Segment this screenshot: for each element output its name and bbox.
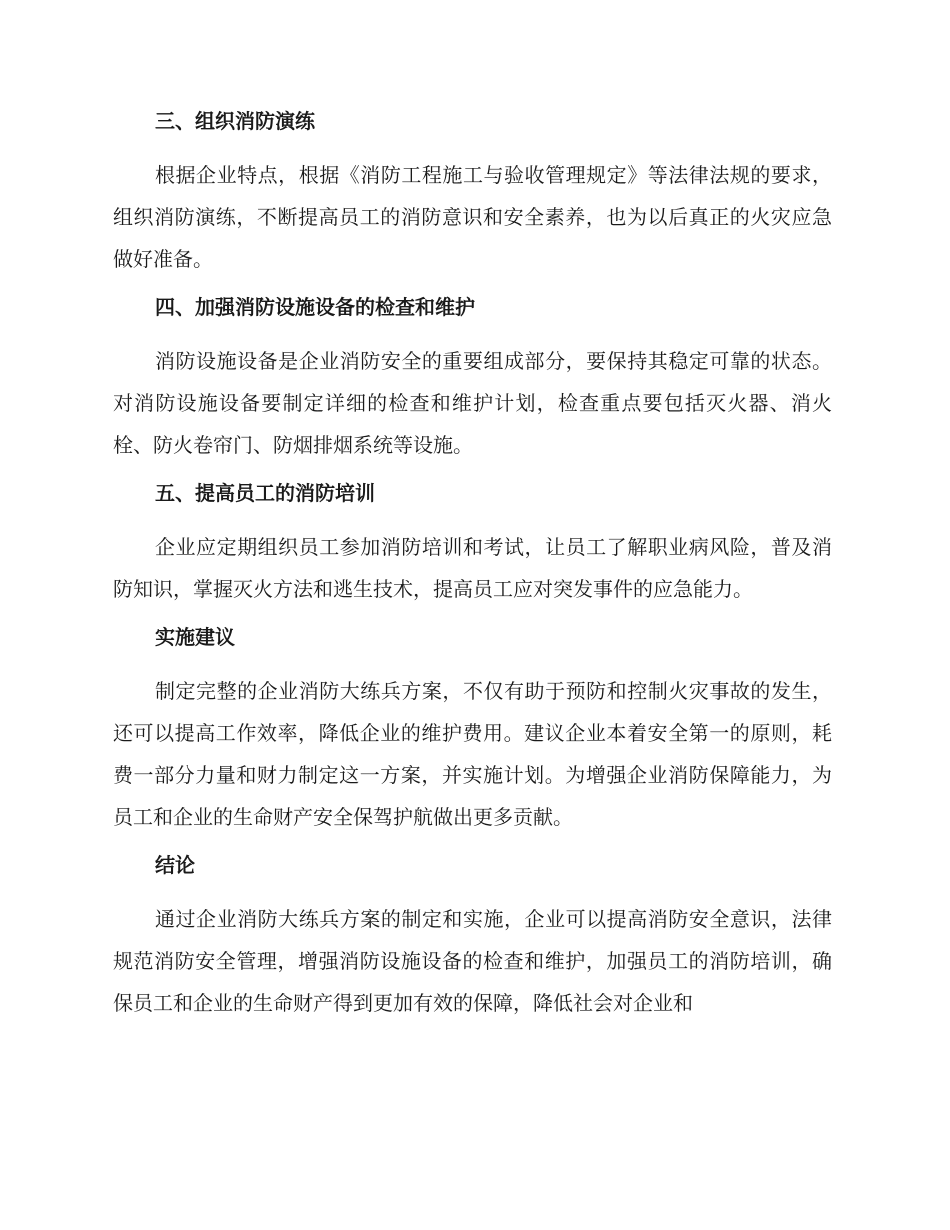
section-heading-equipment: 四、加强消防设施设备的检查和维护 xyxy=(155,295,475,319)
section-heading-drill: 三、组织消防演练 xyxy=(155,109,315,133)
section-heading-suggestions: 实施建议 xyxy=(155,625,235,649)
section-body-conclusion: 通过企业消防大练兵方案的制定和实施，企业可以提高消防安全意识，法律规范消防安全管理，增强消防设施设备的检查和维护，加强员工的消防培训，确保员工和企业的生命财产得到更加有效的保障，降低社会对企业和 xyxy=(113,907,832,1015)
section-heading-training: 五、提高员工的消防培训 xyxy=(155,481,375,505)
section-body-training: 企业应定期组织员工参加消防培训和考试，让员工了解职业病风险，普及消防知识，掌握灭火方法和逃生技术，提高员工应对突发事件的应急能力。 xyxy=(113,535,832,601)
section-body-drill: 根据企业特点，根据《消防工程施工与验收管理规定》等法律法规的要求，组织消防演练，不断提高员工的消防意识和安全素养，也为以后真正的火灾应急做好准备。 xyxy=(113,163,832,271)
section-body-suggestions: 制定完整的企业消防大练兵方案，不仅有助于预防和控制火灾事故的发生，还可以提高工作效率，降低企业的维护费用。建议企业本着安全第一的原则，耗费一部分力量和财力制定这一方案，并实施计划。为增强企业消防保障能力，为员工和企业的生命财产安全保驾护航做出更多贡献。 xyxy=(113,679,832,829)
section-body-equipment: 消防设施设备是企业消防安全的重要组成部分，要保持其稳定可靠的状态。对消防设施设备要制定详细的检查和维护计划，检查重点要包括灭火器、消火栓、防火卷帘门、防烟排烟系统等设施。 xyxy=(113,349,832,457)
section-heading-conclusion: 结论 xyxy=(155,853,195,877)
